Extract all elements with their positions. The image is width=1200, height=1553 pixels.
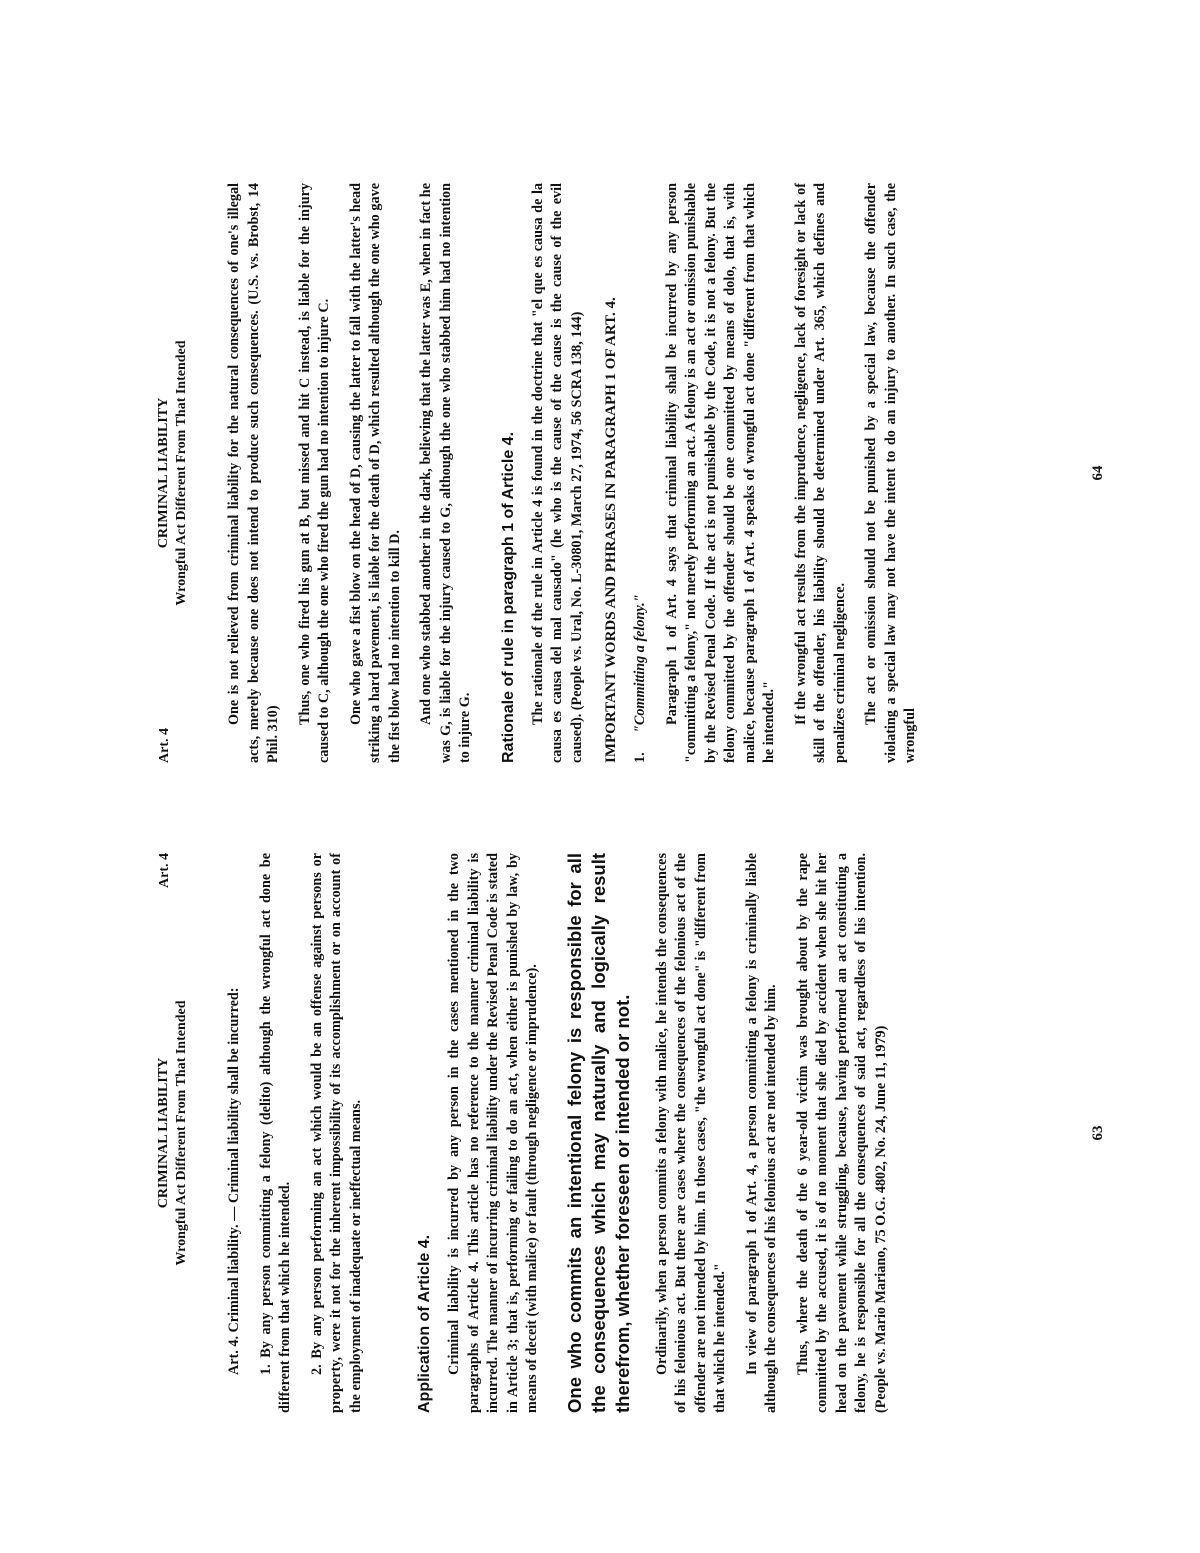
paragraph-special-law: The act or omission should not be punished by a special law, because the offender violating a special law may not have the intent to do an injury to another. In such case, the wrongful	[863, 183, 918, 763]
paragraph-not-relieved: One is not relieved from criminal liability for the natural consequences of one's illegal acts, merely because one does not intend to produce such consequences. (U.S. vs. Brobst, 14 Phil. 310)	[226, 183, 281, 763]
list-item-committing-felony	[631, 183, 651, 763]
page-64	[0, 183, 1200, 763]
header-title: CRIMINAL LIABILITY	[156, 397, 171, 549]
section-heading-application: Application of Article 4.	[416, 1234, 433, 1413]
header-article: Art. 4	[157, 853, 172, 888]
running-header	[155, 853, 215, 1413]
paragraph-felony-definition: Paragraph 1 of Art. 4 says that criminal liability shall be incurred by any person "committing a felony," not merely performing an act. A felony is an act or omission punishable by the Revised Penal Code. If the act is not punishable by the Code, it is not a felony. But the felony committed by the offender should be one committed by means of dolo, that is, with malice, because paragraph 1 of Art. 4 speaks of wrongful act done "different from that which he intended."	[663, 183, 777, 763]
list-item-label: "Committing a felony."	[632, 594, 648, 733]
paragraph-1: 1. By any person committing a felony (delito) although the wrongful act done be different from that which he intended.	[257, 853, 293, 1413]
header-title: CRIMINAL LIABILITY	[156, 1057, 171, 1209]
paragraph-stab-example: And one who stabbed another in the dark, believing that the latter was E, when in fact he was G, is liable for the injury caused to G, although the one who stabbed him had no intention to injure G.	[418, 183, 473, 763]
paragraph-fist-blow-example: One who gave a fist blow on the head of D, causing the latter to fall with the latter's head striking a hard pavement, is liable for the death of D, which resulted although the one who gave the fist blow had no intention to kill D.	[347, 183, 403, 763]
page-body	[225, 183, 933, 763]
page-63	[0, 853, 1200, 1413]
section-heading-important-words: IMPORTANT WORDS AND PHRASES IN PARAGRAPH 1 OF ART. 4.	[603, 297, 619, 763]
header-subtitle: Wrongful Act Different From That Intended	[174, 340, 189, 606]
paragraph-in-view: In view of paragraph 1 of Art. 4, a person committing a felony is criminally liable although the consequences of his felonious act are not intended by him.	[743, 853, 779, 1413]
paragraph-2: 2. By any person performing an act which would be an offense against persons or property, were it not for the inherent impossibility of its accomplishment or on account of the employment of inadequate or ineffectual means.	[308, 853, 364, 1413]
page-number: 63	[1090, 1125, 1106, 1141]
paragraph-application: Criminal liability is incurred by any person in the cases mentioned in the two paragraphs of Article 4. This article has no reference to the manner criminal liability is incurred. The manner of incurring criminal liability under the Revised Penal Code is stated in Article 3; that is, performing or failing to do an act, when either is punished by law, by means of deceit (with malice) or fault (through negligence or imprudence).	[446, 853, 540, 1413]
header-article: Art. 4	[157, 728, 172, 763]
paragraph-example-case: Thus, where the death of the 6 year-old victim was brought about by the rape committed by the accused, it is of no moment that she died by accident when she hit her head on the pavement while struggling, because, having performed an act constituting a felony, he is responsible for all the consequences of said act, regardless of his intention. (People vs. Mario Mariano, 75 O.G. 4802, No. 24, June 11, 1979)	[794, 853, 889, 1413]
paragraph-rationale: The rationale of the rule in Article 4 is found in the doctrine that "el que es causa de la causa es causa del mal causado" (he who is the cause of the cause is the cause of the evil caused). (People vs. Ural, No. L-30801, March 27, 1974, 56 SCRA 138, 144)	[529, 183, 585, 763]
running-header	[155, 183, 215, 763]
page-body	[225, 853, 903, 1413]
section-heading-principle: One who commits an intentional felony is responsible for all the consequences which may naturally and logically result therefrom, whether foreseen or intended or not.	[563, 853, 633, 1413]
list-item-number: 1.	[632, 752, 648, 763]
header-subtitle: Wrongful Act Different From That Intended	[174, 1000, 189, 1266]
paragraph-ordinarily: Ordinarily, when a person commits a felony with malice, he intends the consequences of his felonious act. But there are cases where the consequences of the felonious act of the offender are not intended by him. In those cases, "the wrongful act done" is "different from that which he intended."	[653, 853, 728, 1413]
article-intro: Art. 4. Criminal liability. — Criminal liability shall be incurred:	[226, 987, 242, 1375]
section-heading-rationale: Rationale of rule in paragraph 1 of Article 4.	[499, 431, 517, 763]
paragraph-gun-example: Thus, one who fired his gun at B, but missed and hit C instead, is liable for the injury caused to C, although the one who fired the gun had no intention to injure C.	[296, 183, 332, 763]
paragraph-negligence: If the wrongful act results from the imprudence, negligence, lack of foresight or lack of skill of the offender, his liability should be determined under Art. 365, which defines and penalizes criminal negligence.	[792, 183, 848, 763]
page-number: 64	[1090, 465, 1106, 481]
